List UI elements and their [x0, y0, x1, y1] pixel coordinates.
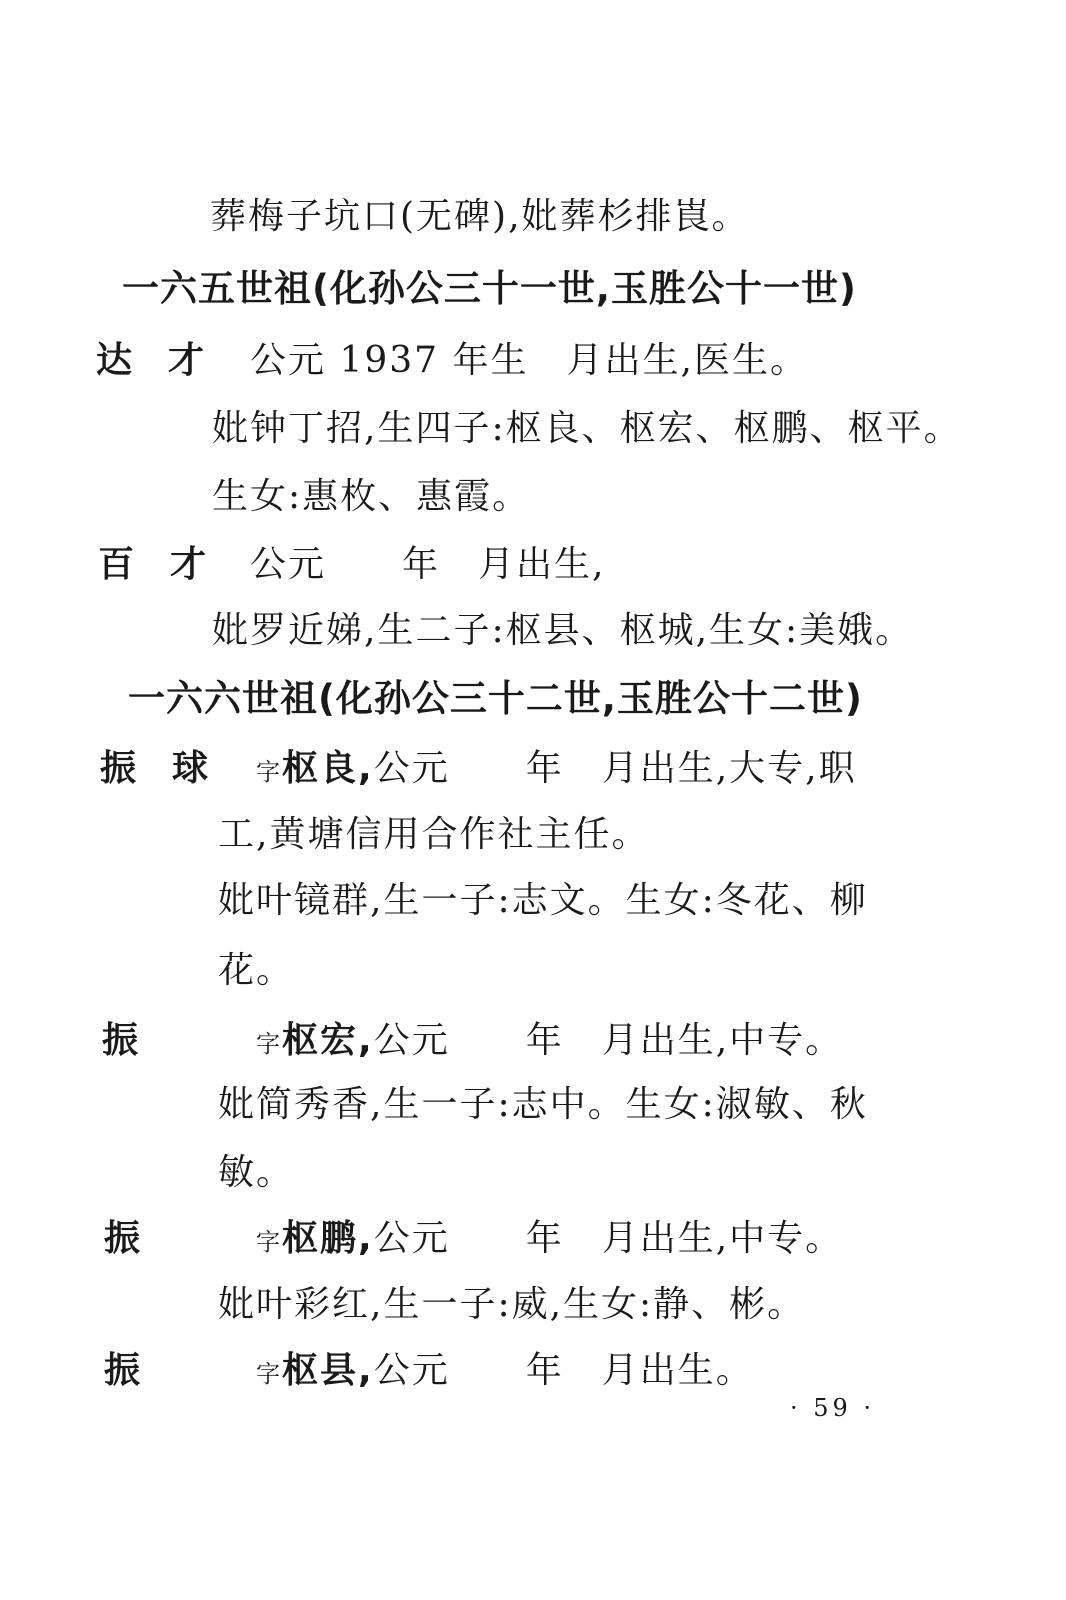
shuxian-birth: 公元 年 月出生。	[373, 1350, 754, 1391]
courtesy-name: 枢县,	[282, 1350, 374, 1391]
shuhong-birth: 公元 年 月出生,中专。	[373, 1020, 844, 1061]
courtesy-name: 枢宏,	[282, 1020, 374, 1061]
zi-label: 字	[256, 1228, 282, 1256]
zi-label: 字	[256, 1030, 282, 1058]
shuliang-wife: 妣叶镜群,生一子:志文。生女:冬花、柳	[218, 880, 868, 921]
dacai-daughters: 生女:惠枚、惠霞。	[212, 476, 531, 517]
zi-label: 字	[256, 1360, 282, 1388]
name-baicai: 百 才	[98, 544, 207, 585]
zi-label: 字	[256, 758, 282, 786]
name-zhen-3: 振	[104, 1218, 141, 1259]
shuliang-birth: 公元 年 月出生,大专,职	[373, 748, 857, 789]
shuhong-wife-cont: 敏。	[218, 1152, 295, 1193]
shuhong-wife: 妣简秀香,生一子:志中。生女:淑敏、秋	[218, 1084, 868, 1125]
shuliang-wife-cont: 花。	[218, 950, 295, 991]
shuhong-line	[256, 1012, 843, 1063]
courtesy-name: 枢良,	[282, 748, 374, 789]
name-zhen-4: 振	[104, 1350, 141, 1391]
baicai-wife: 妣罗近娣,生二子:枢县、枢城,生女:美娥。	[212, 610, 914, 651]
dacai-wife: 妣钟丁招,生四子:枢良、枢宏、枢鹏、枢平。	[212, 408, 962, 449]
shupeng-line	[256, 1210, 843, 1261]
shuliang-line	[256, 740, 857, 791]
burial-line: 葬梅子坑口(无碑),妣葬杉排崀。	[210, 196, 750, 237]
shupeng-birth: 公元 年 月出生,中专。	[373, 1218, 844, 1259]
baicai-birth: 公元 年 月出生,	[250, 544, 606, 585]
shuliang-job: 工,黄塘信用合作社主任。	[218, 814, 650, 855]
name-dacai: 达 才	[96, 340, 205, 381]
name-zhen-2: 振	[102, 1020, 139, 1061]
generation-heading-165: 一六五世祖(化孙公三十一世,玉胜公十一世)	[122, 267, 857, 310]
name-zhenqiu: 振 球	[100, 748, 209, 789]
dacai-birth: 公元 1937 年生 月出生,医生。	[250, 340, 808, 381]
page-number: · 59 ·	[790, 1394, 876, 1422]
generation-heading-166: 一六六世祖(化孙公三十二世,玉胜公十二世)	[128, 677, 863, 720]
shuxian-line	[256, 1342, 754, 1393]
shupeng-wife: 妣叶彩红,生一子:威,生女:静、彬。	[218, 1284, 806, 1325]
courtesy-name: 枢鹏,	[282, 1218, 374, 1259]
